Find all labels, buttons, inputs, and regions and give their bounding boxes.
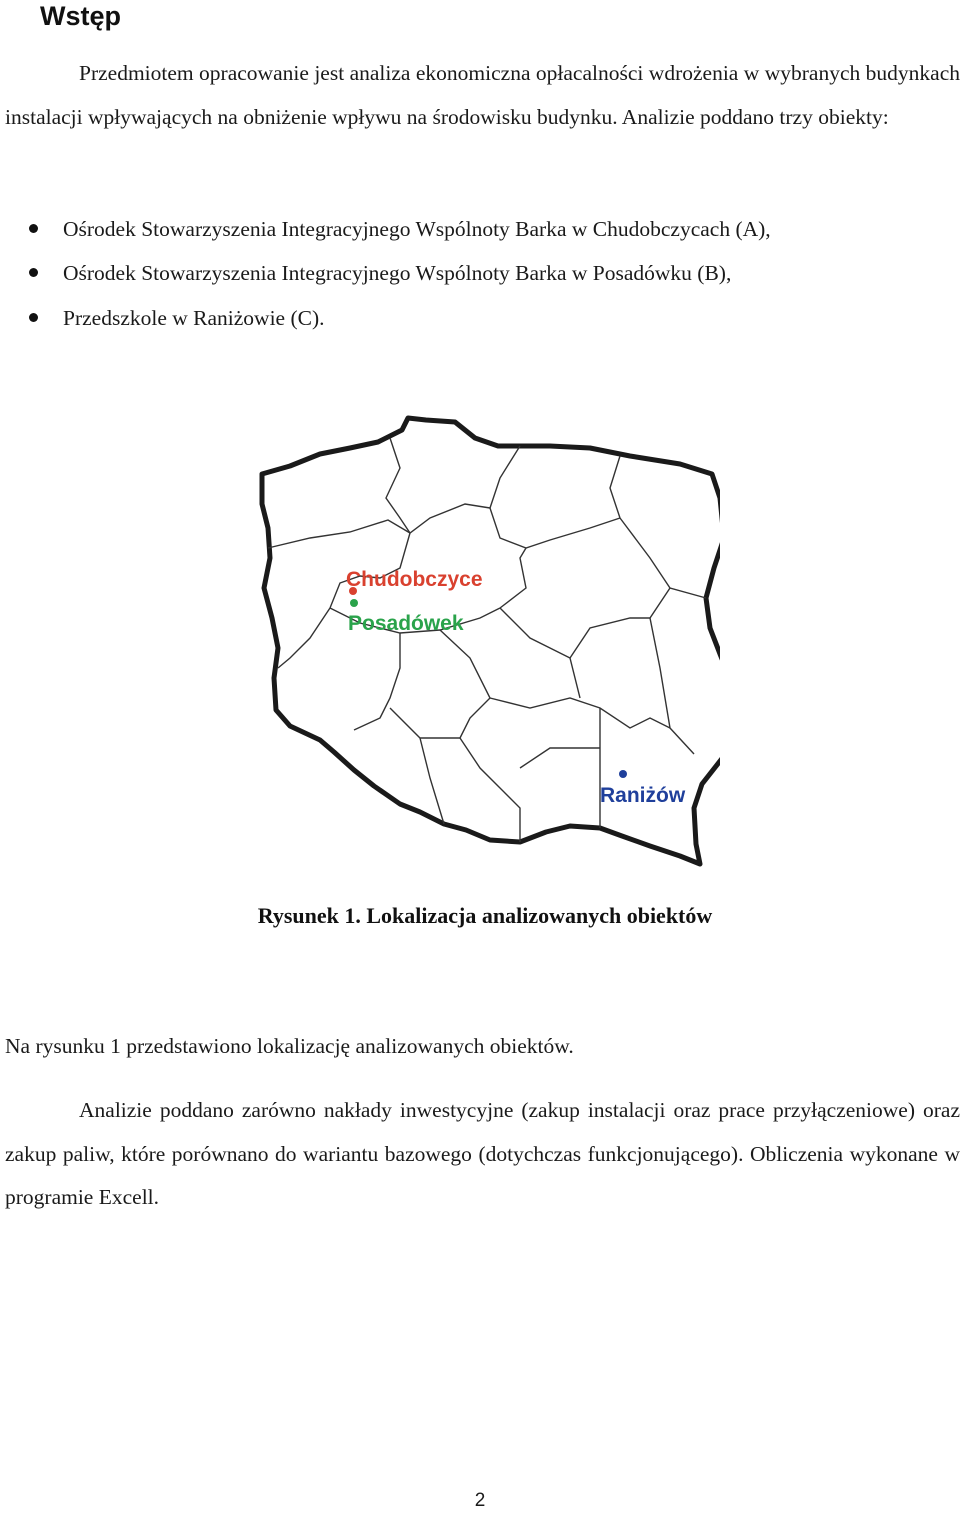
bullet-icon: [29, 313, 38, 322]
paragraph-3: [5, 1089, 960, 1220]
list-item: Ośrodek Stowarzyszenia Integracyjnego Wspólnoty Barka w Chudobczycach (A),: [0, 208, 771, 252]
bullet-icon: [29, 268, 38, 277]
poland-map: [250, 408, 720, 870]
section-heading: Wstęp: [40, 1, 121, 31]
paragraph-3-text: Analizie poddano zarówno nakłady inwestycyjne (zakup instalacji oraz prace przyłączeniowe) oraz zakup paliw, które porównano do wariantu bazowego (dotychczas funkcjonującego). Obliczenia wykonane w programie Excell.: [5, 1098, 960, 1210]
page-number: 2: [474, 1490, 486, 1511]
paragraph-2: Na rysunku 1 przedstawiono lokalizację analizowanych obiektów.: [5, 1034, 574, 1058]
bullet-icon: [29, 224, 38, 233]
chudobczyce-label: Chudobczyce: [346, 568, 483, 591]
list-item: Ośrodek Stowarzyszenia Integracyjnego Wspólnoty Barka w Posadówku (B),: [0, 252, 771, 296]
figure-caption: Rysunek 1. Lokalizacja analizowanych obiektów: [257, 903, 713, 928]
intro-text: Przedmiotem opracowanie jest analiza ekonomiczna opłacalności wdrożenia w wybranych budynkach instalacji wpływających na obniżenie wpływu na środowisku budynku. Analizie poddano trzy obiekty:: [5, 61, 960, 129]
posadowek-marker: [350, 599, 358, 607]
ranizow-label: Raniżów: [600, 784, 686, 807]
objects-list: [0, 208, 771, 341]
list-item: Przedszkole w Raniżowie (C).: [0, 297, 771, 341]
posadowek-label: Posadówek: [348, 612, 464, 635]
intro-paragraph: [5, 52, 960, 139]
ranizow-marker: [619, 770, 627, 778]
